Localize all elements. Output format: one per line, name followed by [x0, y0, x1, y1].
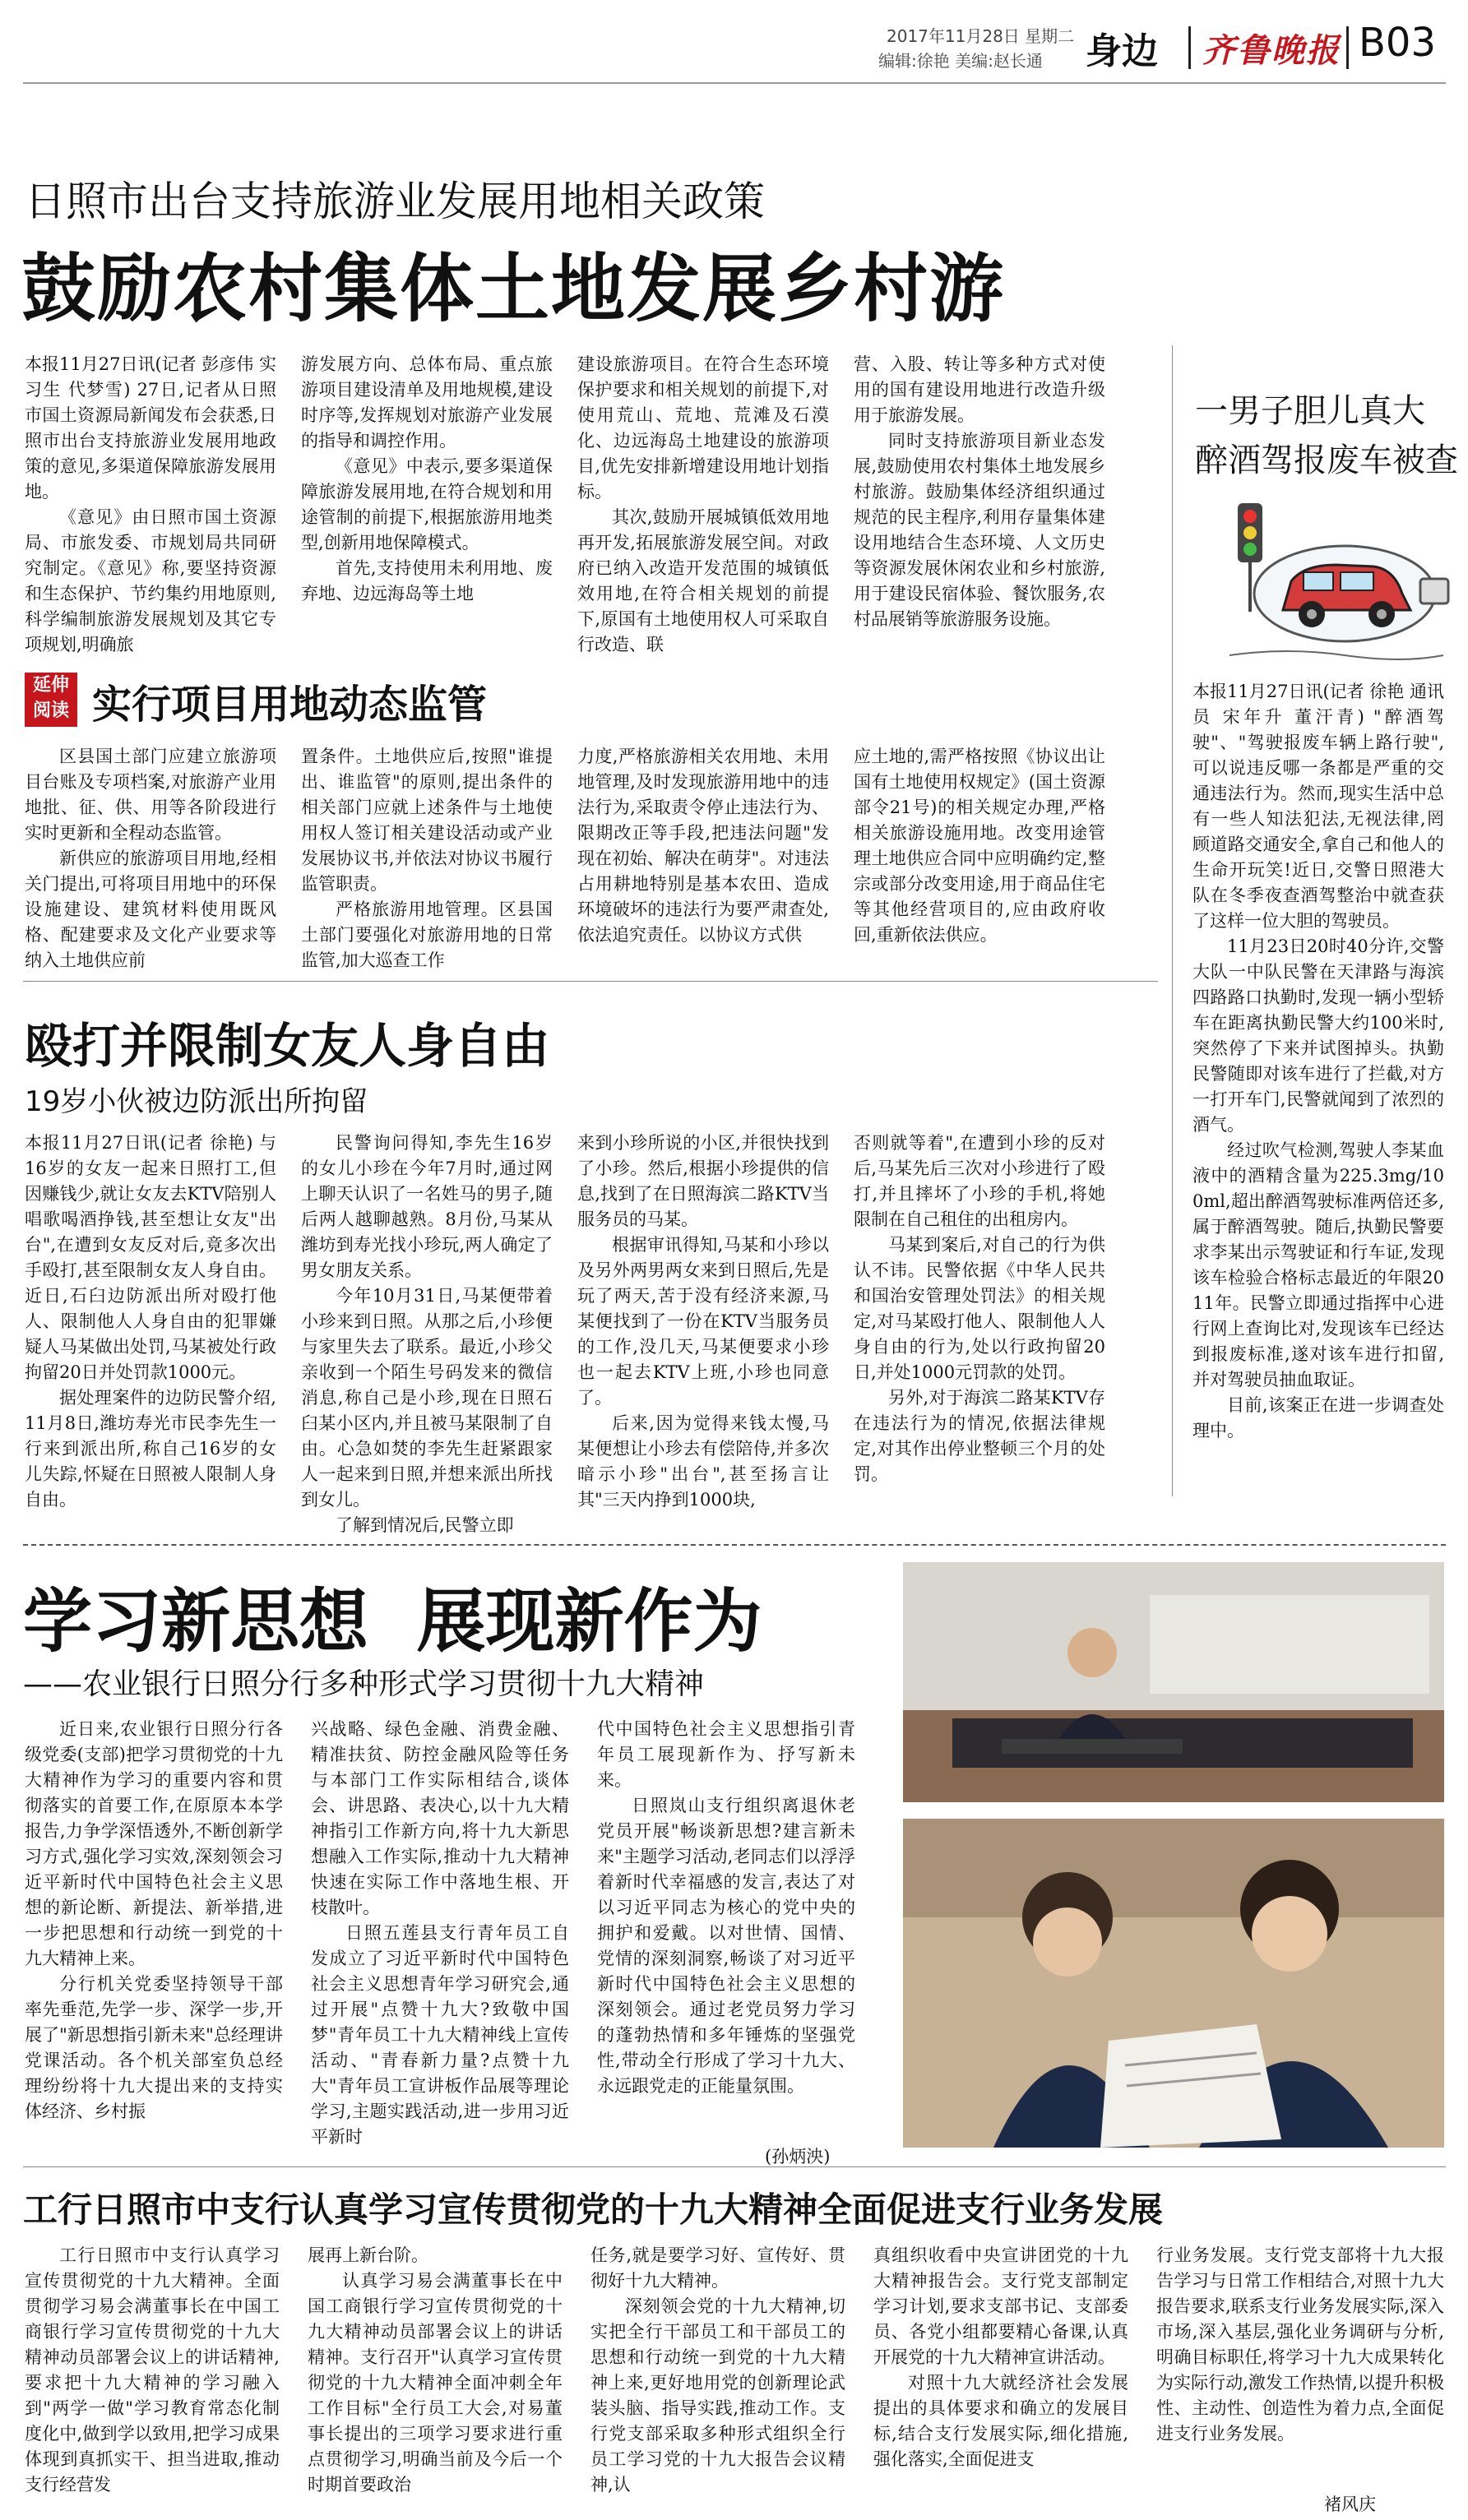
article1-col-1: 本报11月27日讯(记者 彭彦伟 实习生 代梦雪) 27日,记者从日照市国土资源局新闻发布会获悉,日照市出台支持旅游业发展用地政策的意见,多渠道保障旅游发展用地。 《意见》由日照市国土资源局、市旅发委、市规划局共同研究制定。《意见》称,要坚持资源和生态保护、节约集约用地原则,科学编制旅游发展规划及其它专项规划,明确旅: [25, 354, 276, 654]
article1-sub-col-1: 区县国土部门应建立旅游项目台账及专项档案,对旅游产业用地批、征、供、用等各阶段进行实时更新和全程动态监管。 新供应的旅游项目用地,经相关门提出,可将项目用地中的环保设施建设、建筑材料使用既风格、配建要求及文化产业要求等纳入土地供应前: [25, 747, 276, 970]
page-number: B03: [1359, 20, 1437, 66]
article1-sub-col-3: 力度,严格旅游相关农用地、未用地管理,及时发现旅游用地中的违法行为,采取责令停止违法行为、限期改正等手段,把违法问题"发现在初始、解决在萌芽"。对违法占用耕地特别是基本农田、造成环境破坏的违法行为要严肃查处,依法追究责任。以协议方式供: [577, 747, 829, 945]
article2-subhead: 19岁小伙被边防派出所拘留: [25, 1085, 368, 1118]
sidebar-headline-line2: 醉酒驾报废车被查: [1195, 442, 1458, 479]
drunk-driving-illustration: [1213, 487, 1452, 676]
article1-headline: 鼓励农村集体土地发展乡村游: [21, 246, 1005, 332]
sidebar-body: 本报11月27日讯(记者 徐艳 通讯员 宋年升 董汗青) "醉酒驾驶"、"驾驶报废车辆上路行驶",可以说违反哪一条都是严重的交通违法行为。然而,现实生活中总有一些人知法犯法,无视法律,罔顾道路交通安全,拿自己和他人的生命开玩笑!近日,交警日照港大队在冬季夜查酒驾整治中就查获了这样一位大胆的驾驶员。 11月23日20时40分许,交警大队一中队民警在天津路与海滨四路路口执勤时,发现一辆小型轿车在距离执勤民警大约100米时,突然停了下来并试图掉头。执勤民警随即对该车进行了拦截,对方一打开车门,民警就闻到了浓烈的酒气。 经过吹气检测,驾驶人李某血液中的酒精含量为225.3mg/100ml,超出醉酒驾驶标准两倍还多,属于醉酒驾驶。随后,执勤民警要求李某出示驾驶证和行车证,发现该车检验合格标志最近的年限2011年。民警立即通过指挥中心进行网上查询比对,发现该车已经达到报废标准,遂对该车进行扣留,并对驾驶员抽血取证。 目前,该案正在进一步调查处理中。: [1192, 682, 1444, 1440]
extended-reading-badge: 延伸 阅读: [25, 673, 77, 727]
article1-kicker: 日照市出台支持旅游业发展用地相关政策: [25, 178, 765, 225]
article1-col-2: 游发展方向、总体布局、重点旅游项目建设清单及用地规模,建设时序等,发挥规划对旅游产业发展的指导和调控作用。 《意见》中表示,要多渠道保障旅游发展用地,在符合规划和用途管制的前提下,根据旅游用地类型,创新用地保障模式。 首先,支持使用未利用地、废弃地、边远海岛等土地: [301, 354, 553, 603]
article2-col-3: 来到小珍所说的小区,并很快找到了小珍。然后,根据小珍提供的信息,找到了在日照海滨二路KTV当服务员的马某。 根据审讯得知,马某和小珍以及另外两男两女来到日照后,先是玩了两天,苦于没有经济来源,马某便找到了一份在KTV当服务员的工作,没几天,马某便要求小珍也一起去KTV上班,小珍也同意了。 后来,因为觉得来钱太慢,马某便想让小珍去有偿陪侍,并多次暗示小珍"出台",甚至扬言让其"三天内挣到1000块,: [577, 1133, 829, 1510]
article3-col-1: 近日来,农业银行日照分行各级党委(支部)把学习贯彻党的十九大精神作为学习的重要内容和贯彻落实的首要工作,在原原本本学报告,力争学深悟透外,不断创新学习方式,强化学习实效,深刻领会习近平新时代中国特色社会主义思想的新论断、新提法、新举措,进一步把思想和行动统一到党的十九大精神上来。 分行机关党委坚持领导干部率先垂范,先学一步、深学一步,开展了"新思想指引新未来"总经理讲党课活动。各个机关部室负总经理纷纷将十九大提出来的支持实体经济、乡村振: [25, 1719, 283, 2121]
section-name: 身边: [1086, 30, 1158, 72]
article1-sub-headline: 实行项目用地动态监管: [92, 682, 488, 728]
article1-sub-col-2: 置条件。土地供应后,按照"谁提出、谁监管"的原则,提出条件的相关部门应就上述条件与土地使用权人签订相关建设活动或产业发展协议书,并依法对协议书履行监管职责。 严格旅游用地管理。区县国土部门要强化对旅游用地的日常监管,加大巡查工作: [301, 747, 553, 970]
article3-headline: 学习新思想 展现新作为: [23, 1581, 762, 1662]
article1-sub-col-4: 应土地的,需严格按照《协议出让国有土地使用权规定》(国土资源部令21号)的相关规定办理,严格相关旅游设施用地。改变用途管理土地供应合同中应明确约定,整宗或部分改变用途,用于商品住宅等其他经营项目的,应由政府收回,重新依法供应。: [854, 747, 1105, 945]
article4-headline: 工行日照市中支行认真学习宣传贯彻党的十九大精神全面促进支行业务发展: [23, 2189, 1164, 2230]
article1-col-3: 建设旅游项目。在符合生态环境保护要求和相关规划的前提下,对使用荒山、荒地、荒滩及石漠化、边远海岛土地建设的旅游项目,优先安排新增建设用地计划指标。 其次,鼓励开展城镇低效用地再开发,拓展旅游发展空间。对政府已纳入改造开发范围的城镇低效用地,在符合相关规划的前提下,原国有土地使用权人可采取自行改造、联: [577, 354, 829, 654]
article4-col-1: 工行日照市中支行认真学习宣传贯彻党的十九大精神。全面贯彻学习易会满董事长在中国工商银行学习宣传贯彻党的十九大精神动员部署会议上的讲话精神,要求把十九大精神的学习融入到"两学一做"学习教育常态化制度化中,做到学以致用,把学习成果体现到真抓实干、担当进取,推动支行经营发: [25, 2245, 280, 2495]
article3-subhead: ——农业银行日照分行多种形式学习贯彻十九大精神: [23, 1667, 705, 1701]
article3-col-2: 兴战略、绿色金融、消费金融、精准扶贫、防控金融风险等任务与本部门工作实际相结合,谈体会、讲思路、表决心,以十九大精神指引工作新方向,将十九大新思想融入工作实际,推动十九大精神快速在实际工作中落地生根、开枝散叶。 日照五莲县支行青年员工自发成立了习近平新时代中国特色社会主义思想青年学习研究会,通过开展"点赞十九大?致敬中国梦"青年员工十九大精神线上宣传活动、"青春新力量?点赞十九大"青年员工宣讲板作品展等理论学习,主题实践活动,进一步用习近平新时: [311, 1719, 569, 2147]
article2-col-4: 否则就等着",在遭到小珍的反对后,马某先后三次对小珍进行了殴打,并且摔坏了小珍的手机,将她限制在自己租住的出租房内。 马某到案后,对自己的行为供认不讳。民警依据《中华人民共和国治安管理处罚法》的相关规定,对马某殴打他人、限制他人人身自由的行为,处以行政拘留20日,并处1000元罚款的处罚。 另外,对于海滨二路某KTV存在违法行为的情况,依据法律规定,对其作出停业整顿三个月的处罚。: [854, 1133, 1105, 1484]
lecture-photo: [903, 1562, 1444, 1802]
article2-col-1: 本报11月27日讯(记者 徐艳) 与16岁的女友一起来日照打工,但因赚钱少,就让女友去KTV陪别人唱歌喝酒挣钱,甚至想让女友"出台",在遭到女友反对后,竟多次出手殴打,甚至限制女友人身自由。近日,石臼边防派出所对殴打他人、限制他人人身自由的犯罪嫌疑人马某做出处罚,马某被处行政拘留20日并处罚款1000元。 据处理案件的边防民警介绍,11月8日,潍坊寿光市民李先生一行来到派出所,称自己16岁的女儿失踪,怀疑在日照被人限制人身自由。: [25, 1133, 276, 1510]
issue-date: 2017年11月28日 星期二: [887, 26, 1075, 46]
article3-byline: (孙炳泱): [765, 2147, 831, 2166]
article4-byline: 褚风庆: [1324, 2495, 1376, 2514]
reading-photo: [903, 1819, 1444, 2148]
article4-col-2: 展再上新台阶。 认真学习易会满董事长在中国工商银行学习宣传贯彻党的十九大精神动员部署会议上的讲话精神。支行召开"认真学习宣传贯彻党的十九大精神全面冲刺全年工作目标"全行员工大会,对易董事长提出的三项学习要求进行重点贯彻学习,明确当前及今后一个时期首要政治: [308, 2245, 563, 2495]
article1-col-4: 营、入股、转让等多种方式对使用的国有建设用地进行改造升级用于旅游发展。 同时支持旅游项目新业态发展,鼓励使用农村集体土地发展乡村旅游。鼓励集体经济组织通过规范的民主程序,利用存量集体建设用地结合生态环境、人文历史等资源发展休闲农业和乡村旅游,用于建设民宿体验、餐饮服务,农村品展销等旅游服务设施。: [854, 354, 1105, 629]
article4-col-3: 任务,就是要学习好、宣传好、贯彻好十九大精神。 深刻领会党的十九大精神,切实把全行干部员工和干部员工的思想和行动统一到党的十九大精神上来,更好地用党的创新理论武装头脑、指导实践,推动工作。支行党支部采取多种形式组织全行员工学习党的十九大报告会议精神,认: [590, 2245, 845, 2495]
editors-line: 编辑:徐艳 美编:赵长通: [878, 51, 1043, 71]
sidebar-headline-line1: 一男子胆儿真大: [1195, 392, 1425, 430]
article4-col-5: 行业务发展。支行党支部将十九大报告学习与日常工作相结合,对照十九大报告要求,联系支行业务发展实际,深入市场,深入基层,强化业务调研与分析,明确目标职任,将学习十九大成果转化为实际行动,激发工作热情,以提升积极性、主动性、创造性为着力点,全面促进支行业务发展。: [1156, 2245, 1444, 2444]
article3-col-3: 代中国特色社会主义思想指引青年员工展现新作为、抒写新未来。 日照岚山支行组织离退休老党员开展"畅谈新思想?建言新未来"主题学习活动,老同志们以浮浮着新时代幸福感的发言,表达了对以习近平同志为核心的党中央的拥护和爱戴。以对世情、国情、党情的深刻洞察,畅谈了对习近平新时代中国特色社会主义思想的深刻领会。通过老党员努力学习的蓬勃热情和多年锤炼的坚强党性,带动全行形成了学习十九大、永远跟党走的正能量氛围。: [597, 1719, 855, 2096]
article4-col-4: 真组织收看中央宣讲团党的十九大精神报告会。支行党支部制定学习计划,要求支部书记、支部委员、各党小组都要精心备课,认真开展党的十九大精神宣讲活动。 对照十九大就经济社会发展提出的具体要求和确立的发展目标,结合支行发展实际,细化措施,强化落实,全面促进支: [873, 2245, 1128, 2469]
article2-headline: 殴打并限制女友人身自由: [25, 1018, 550, 1074]
newspaper-logo: 齐鲁晚报: [1202, 31, 1341, 70]
article2-col-2: 民警询问得知,李先生16岁的女儿小珍在今年7月时,通过网上聊天认识了一名姓马的男子,随后两人越聊越熟。8月份,马某从潍坊到寿光找小珍玩,两人确定了男女朋友关系。 今年10月31日,马某便带着小珍来到日照。从那之后,小珍便与家里失去了联系。最近,小珍父亲收到一个陌生号码发来的微信消息,称自己是小珍,现在日照石臼某小区内,并且被马某限制了自由。心急如焚的李先生赶紧跟家人一起来到日照,并想来派出所找到女儿。 了解到情况后,民警立即: [301, 1133, 553, 1535]
